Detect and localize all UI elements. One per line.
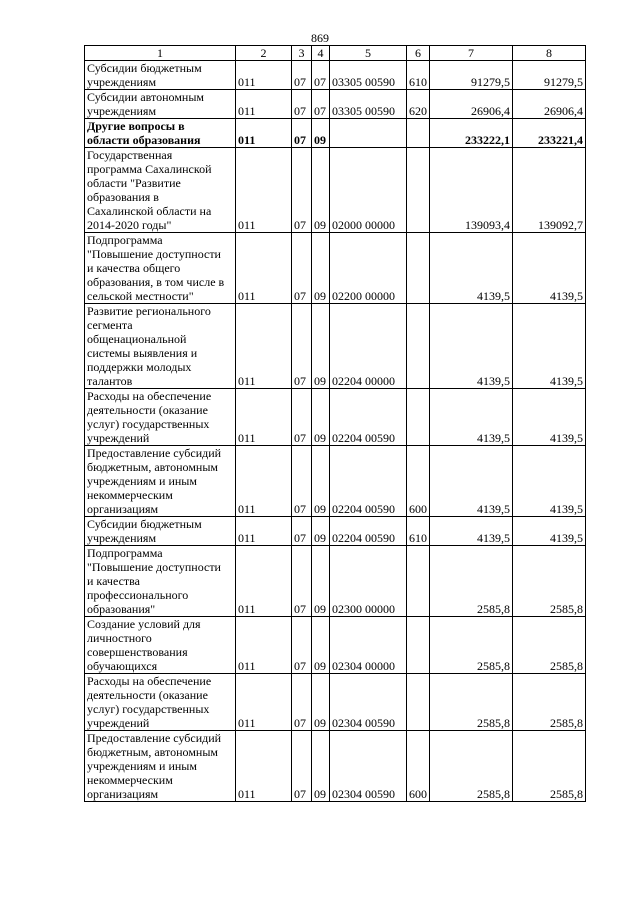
row-name-cell: Предоставление субсидий бюджетным, автономным учреждениям и иным некоммерческим организациям [85,731,236,802]
row-amount-1-cell: 2585,8 [430,731,513,802]
row-subsection-cell: 09 [312,119,330,148]
table-row [85,731,586,802]
row-amount-1-cell: 139093,4 [430,148,513,233]
row-expense-type-cell [407,617,430,674]
row-amount-2-cell: 2585,8 [513,617,586,674]
row-target-article-cell: 02200 00000 [330,233,407,304]
row-subsection-cell: 09 [312,389,330,446]
row-amount-1-cell: 2585,8 [430,617,513,674]
row-subsection-cell: 09 [312,546,330,617]
row-expense-type-cell [407,674,430,731]
row-section-cell: 07 [292,674,312,731]
row-section-cell: 07 [292,233,312,304]
row-target-article-cell: 02304 00590 [330,674,407,731]
table-row [85,617,586,674]
row-section-cell: 07 [292,517,312,546]
row-amount-2-cell: 139092,7 [513,148,586,233]
page-number: 869 [311,31,329,45]
row-amount-2-cell: 4139,5 [513,446,586,517]
row-amount-2-cell: 26906,4 [513,90,586,119]
table-row [85,674,586,731]
row-name-cell: Создание условий для личностного совершенствования обучающихся [85,617,236,674]
row-expense-type-cell: 610 [407,517,430,546]
row-amount-2-cell: 4139,5 [513,517,586,546]
row-name-cell: Субсидии бюджетным учреждениям [85,517,236,546]
row-section-cell: 07 [292,446,312,517]
row-expense-type-cell [407,233,430,304]
row-name-cell: Подпрограмма "Повышение доступности и качества общего образования, в том числе в сельской местности" [85,233,236,304]
row-expense-type-cell: 600 [407,731,430,802]
row-subsection-cell: 09 [312,731,330,802]
row-subsection-cell: 09 [312,617,330,674]
row-name-cell: Подпрограмма "Повышение доступности и качества профессионального образования" [85,546,236,617]
row-subsection-cell: 09 [312,674,330,731]
header-cell: 2 [236,46,292,61]
row-amount-2-cell: 91279,5 [513,61,586,90]
row-ministry-code-cell: 011 [236,446,292,517]
row-ministry-code-cell: 011 [236,389,292,446]
header-cell: 5 [330,46,407,61]
row-target-article-cell [330,119,407,148]
row-subsection-cell: 09 [312,233,330,304]
row-target-article-cell: 02000 00000 [330,148,407,233]
table-row [85,148,586,233]
row-subsection-cell: 09 [312,304,330,389]
row-expense-type-cell [407,546,430,617]
header-cell: 7 [430,46,513,61]
row-target-article-cell: 02204 00590 [330,389,407,446]
row-ministry-code-cell: 011 [236,61,292,90]
row-ministry-code-cell: 011 [236,119,292,148]
row-amount-1-cell: 4139,5 [430,389,513,446]
row-subsection-cell: 09 [312,446,330,517]
row-section-cell: 07 [292,304,312,389]
header-cell: 6 [407,46,430,61]
table-row [85,233,586,304]
row-name-cell: Другие вопросы в области образования [85,119,236,148]
row-amount-2-cell: 2585,8 [513,546,586,617]
row-amount-1-cell: 233222,1 [430,119,513,148]
row-section-cell: 07 [292,731,312,802]
row-expense-type-cell [407,148,430,233]
table-row [85,304,586,389]
row-ministry-code-cell: 011 [236,304,292,389]
row-amount-1-cell: 4139,5 [430,446,513,517]
row-expense-type-cell [407,389,430,446]
row-name-cell: Расходы на обеспечение деятельности (оказание услуг) государственных учреждений [85,674,236,731]
row-amount-1-cell: 26906,4 [430,90,513,119]
row-target-article-cell: 02300 00000 [330,546,407,617]
row-amount-2-cell: 4139,5 [513,304,586,389]
row-ministry-code-cell: 011 [236,731,292,802]
row-target-article-cell: 02204 00590 [330,517,407,546]
table-row [85,61,586,90]
row-name-cell: Развитие регионального сегмента общенациональной системы выявления и поддержки молодых талантов [85,304,236,389]
row-name-cell: Субсидии автономным учреждениям [85,90,236,119]
row-section-cell: 07 [292,119,312,148]
row-subsection-cell: 07 [312,90,330,119]
row-amount-2-cell: 4139,5 [513,389,586,446]
row-expense-type-cell: 600 [407,446,430,517]
row-subsection-cell: 09 [312,517,330,546]
row-name-cell: Предоставление субсидий бюджетным, автономным учреждениям и иным некоммерческим организациям [85,446,236,517]
row-target-article-cell: 02204 00590 [330,446,407,517]
row-section-cell: 07 [292,617,312,674]
row-section-cell: 07 [292,148,312,233]
row-ministry-code-cell: 011 [236,517,292,546]
table-row [85,119,586,148]
row-target-article-cell: 02204 00000 [330,304,407,389]
row-expense-type-cell: 610 [407,61,430,90]
row-target-article-cell: 03305 00590 [330,90,407,119]
row-section-cell: 07 [292,546,312,617]
row-amount-2-cell: 2585,8 [513,731,586,802]
row-expense-type-cell [407,304,430,389]
row-amount-1-cell: 4139,5 [430,304,513,389]
budget-table [84,45,586,802]
header-cell: 3 [292,46,312,61]
row-expense-type-cell [407,119,430,148]
table-row [85,389,586,446]
row-amount-1-cell: 2585,8 [430,674,513,731]
row-ministry-code-cell: 011 [236,617,292,674]
header-cell: 8 [513,46,586,61]
row-ministry-code-cell: 011 [236,90,292,119]
row-section-cell: 07 [292,61,312,90]
row-ministry-code-cell: 011 [236,546,292,617]
row-amount-2-cell: 233221,4 [513,119,586,148]
row-target-article-cell: 03305 00590 [330,61,407,90]
header-cell: 1 [85,46,236,61]
row-amount-2-cell: 2585,8 [513,674,586,731]
table-row [85,517,586,546]
row-subsection-cell: 09 [312,148,330,233]
row-expense-type-cell: 620 [407,90,430,119]
header-row [85,46,586,61]
header-cell: 4 [312,46,330,61]
row-ministry-code-cell: 011 [236,233,292,304]
row-ministry-code-cell: 011 [236,148,292,233]
row-name-cell: Расходы на обеспечение деятельности (оказание услуг) государственных учреждений [85,389,236,446]
row-amount-1-cell: 91279,5 [430,61,513,90]
row-name-cell: Государственная программа Сахалинской области "Развитие образования в Сахалинской области на 2014-2020 годы" [85,148,236,233]
row-ministry-code-cell: 011 [236,674,292,731]
table-row [85,546,586,617]
table-row [85,90,586,119]
table-row [85,446,586,517]
row-target-article-cell: 02304 00000 [330,617,407,674]
row-name-cell: Субсидии бюджетным учреждениям [85,61,236,90]
row-amount-1-cell: 4139,5 [430,233,513,304]
row-amount-2-cell: 4139,5 [513,233,586,304]
row-section-cell: 07 [292,389,312,446]
row-section-cell: 07 [292,90,312,119]
row-subsection-cell: 07 [312,61,330,90]
row-amount-1-cell: 4139,5 [430,517,513,546]
row-amount-1-cell: 2585,8 [430,546,513,617]
row-target-article-cell: 02304 00590 [330,731,407,802]
